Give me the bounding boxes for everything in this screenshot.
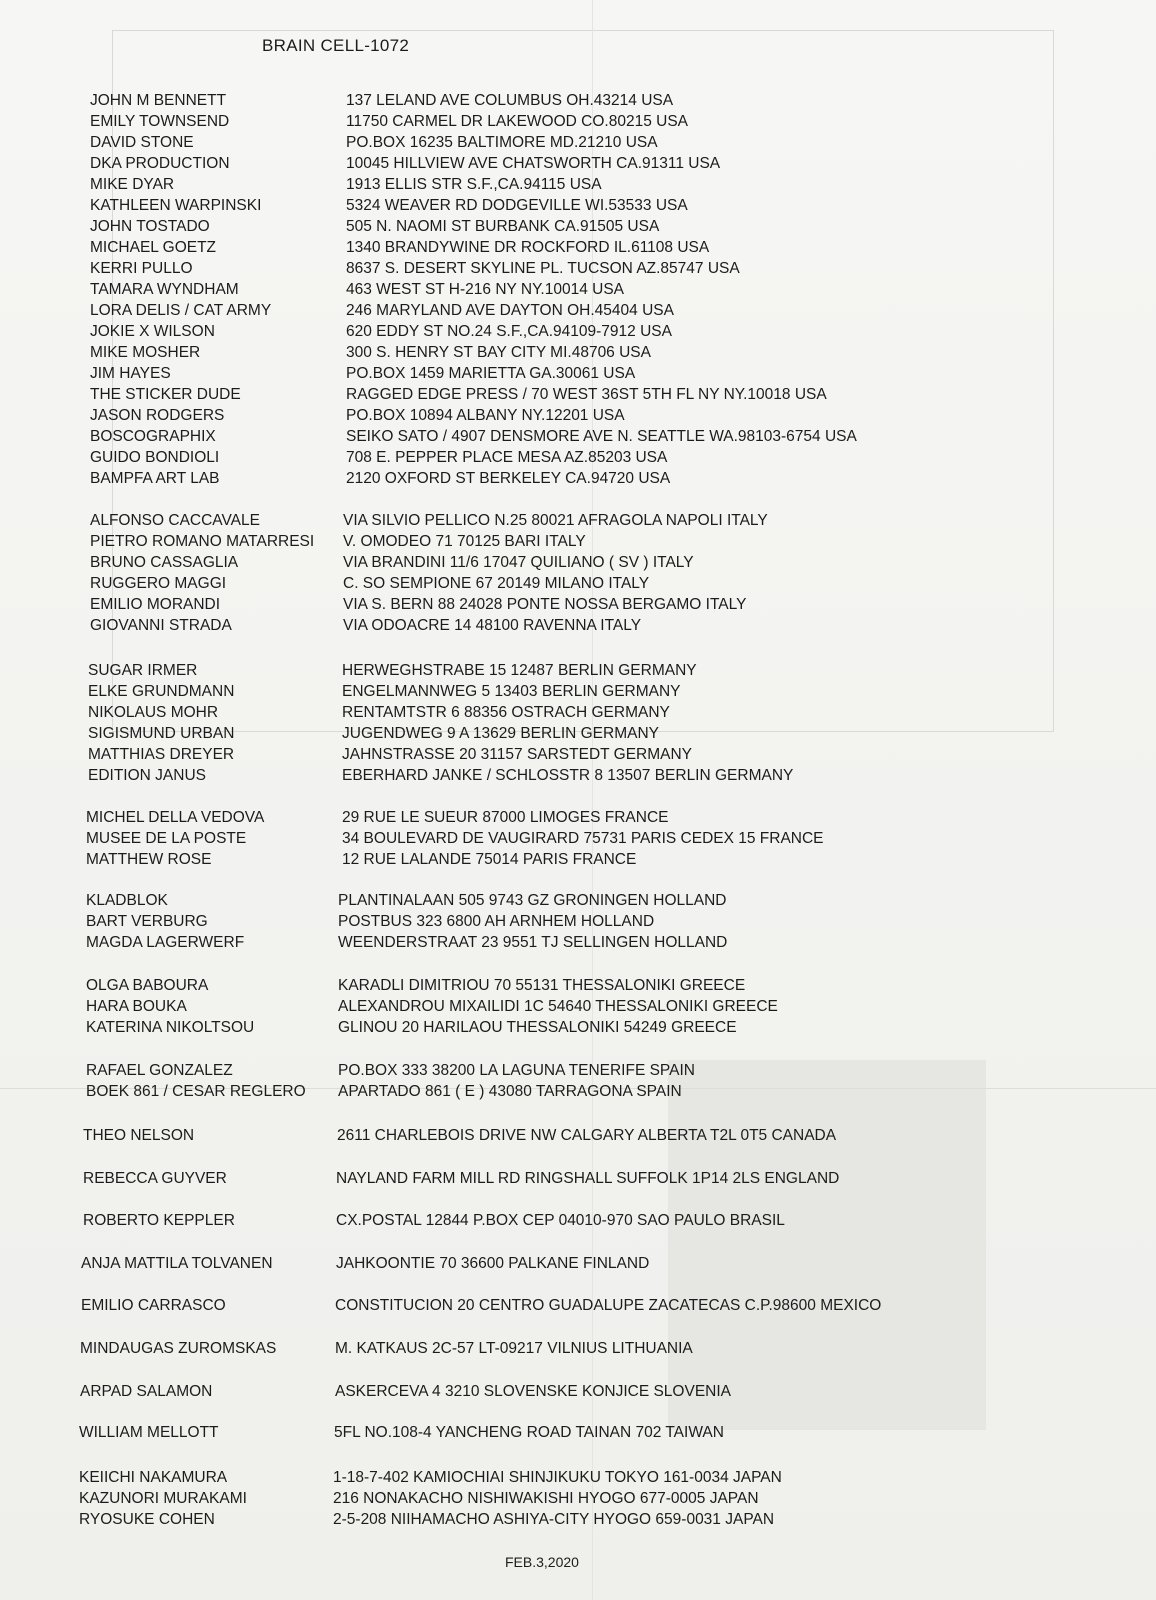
address-entry: [90, 615, 1100, 636]
entry-address: 620 EDDY ST NO.24 S.F.,CA.94109-7912 USA: [346, 323, 672, 340]
address-entry: [90, 90, 1100, 111]
entry-name: TAMARA WYNDHAM: [90, 281, 239, 298]
address-group: [90, 510, 1100, 636]
address-entry: [86, 1017, 1100, 1038]
address-entry: [81, 1295, 1100, 1316]
address-entry: [86, 996, 1100, 1017]
entry-address: PO.BOX 10894 ALBANY NY.12201 USA: [346, 407, 625, 424]
entry-name: PIETRO ROMANO MATARRESI: [90, 533, 315, 550]
address-entry: [88, 723, 1100, 744]
address-group: [81, 1253, 1100, 1274]
entry-address: VIA ODOACRE 14 48100 RAVENNA ITALY: [343, 617, 642, 634]
entry-name: MATTHIAS DREYER: [88, 746, 235, 763]
address-entry: [86, 911, 1100, 932]
entry-name: BAMPFA ART LAB: [90, 470, 220, 487]
entry-name: ANJA MATTILA TOLVANEN: [81, 1255, 273, 1272]
address-entry: [83, 1168, 1100, 1189]
entry-address: 708 E. PEPPER PLACE MESA AZ.85203 USA: [346, 449, 668, 466]
entry-address: M. KATKAUS 2C-57 LT-09217 VILNIUS LITHUANIA: [335, 1340, 693, 1357]
address-entry: [86, 828, 1100, 849]
entry-name: BOEK 861 / CESAR REGLERO: [86, 1083, 306, 1100]
entry-address: POSTBUS 323 6800 AH ARNHEM HOLLAND: [338, 913, 655, 930]
address-group: [83, 1125, 1100, 1146]
entry-name: KATERINA NIKOLTSOU: [86, 1019, 255, 1036]
entry-name: KERRI PULLO: [90, 260, 193, 277]
entry-address: 1-18-7-402 KAMIOCHIAI SHINJIKUKU TOKYO 161-0034 JAPAN: [333, 1469, 782, 1486]
entry-address: PO.BOX 16235 BALTIMORE MD.21210 USA: [346, 134, 658, 151]
address-entry: [86, 932, 1100, 953]
address-entry: [81, 1253, 1100, 1274]
entry-address: PO.BOX 333 38200 LA LAGUNA TENERIFE SPAIN: [338, 1062, 695, 1079]
entry-address: NAYLAND FARM MILL RD RINGSHALL SUFFOLK 1P14 2LS ENGLAND: [336, 1170, 840, 1187]
address-entry: [79, 1488, 1100, 1509]
entry-address: 1340 BRANDYWINE DR ROCKFORD IL.61108 USA: [346, 239, 710, 256]
entry-name: EDITION JANUS: [88, 767, 206, 784]
entry-address: VIA SILVIO PELLICO N.25 80021 AFRAGOLA NAPOLI ITALY: [343, 512, 768, 529]
entry-name: BRUNO CASSAGLIA: [90, 554, 239, 571]
entry-name: SIGISMUND URBAN: [88, 725, 235, 742]
entry-address: VIA S. BERN 88 24028 PONTE NOSSA BERGAMO ITALY: [343, 596, 747, 613]
entry-name: DAVID STONE: [90, 134, 194, 151]
address-entry: [90, 594, 1100, 615]
address-entry: [90, 321, 1100, 342]
entry-address: PLANTINALAAN 505 9743 GZ GRONINGEN HOLLAND: [338, 892, 727, 909]
address-group: [90, 90, 1100, 489]
entry-address: 2-5-208 NIIHAMACHO ASHIYA-CITY HYOGO 659-0031 JAPAN: [333, 1511, 775, 1528]
address-entry: [86, 1060, 1100, 1081]
address-entry: [90, 216, 1100, 237]
entry-name: THEO NELSON: [83, 1127, 195, 1144]
entry-name: NIKOLAUS MOHR: [88, 704, 219, 721]
entry-name: GUIDO BONDIOLI: [90, 449, 220, 466]
address-entry: [90, 405, 1100, 426]
entry-address: GLINOU 20 HARILAOU THESSALONIKI 54249 GREECE: [338, 1019, 737, 1036]
entry-address: 300 S. HENRY ST BAY CITY MI.48706 USA: [346, 344, 651, 361]
address-entry: [83, 1125, 1100, 1146]
entry-address: VIA BRANDINI 11/6 17047 QUILIANO ( SV ) ITALY: [343, 554, 694, 571]
address-entry: [90, 279, 1100, 300]
entry-address: ALEXANDROU MIXAILIDI 1C 54640 THESSALONIKI GREECE: [338, 998, 778, 1015]
entry-address: SEIKO SATO / 4907 DENSMORE AVE N. SEATTLE WA.98103-6754 USA: [346, 428, 857, 445]
address-entry: [90, 258, 1100, 279]
entry-name: EMILIO CARRASCO: [81, 1297, 226, 1314]
entry-address: WEENDERSTRAAT 23 9551 TJ SELLINGEN HOLLAND: [338, 934, 728, 951]
entry-address: RAGGED EDGE PRESS / 70 WEST 36ST 5TH FL NY NY.10018 USA: [346, 386, 827, 403]
entry-name: THE STICKER DUDE: [90, 386, 241, 403]
entry-address: 5FL NO.108-4 YANCHENG ROAD TAINAN 702 TAIWAN: [334, 1424, 724, 1441]
entry-address: 216 NONAKACHO NISHIWAKISHI HYOGO 677-0005 JAPAN: [333, 1490, 759, 1507]
document-title: BRAIN CELL-1072: [262, 36, 410, 55]
address-entry: [86, 890, 1100, 911]
entry-name: JIM HAYES: [90, 365, 171, 382]
entry-name: RYOSUKE COHEN: [79, 1511, 215, 1528]
address-entry: [79, 1467, 1100, 1488]
entry-address: JAHKOONTIE 70 36600 PALKANE FINLAND: [336, 1255, 650, 1272]
address-entry: [90, 552, 1100, 573]
address-group: [80, 1381, 1100, 1402]
entry-name: KEIICHI NAKAMURA: [79, 1469, 228, 1486]
entry-name: ELKE GRUNDMANN: [88, 683, 235, 700]
entry-name: SUGAR IRMER: [88, 662, 198, 679]
address-group: [86, 890, 1100, 953]
address-entry: [90, 132, 1100, 153]
address-entry: [88, 702, 1100, 723]
entry-address: V. OMODEO 71 70125 BARI ITALY: [343, 533, 586, 550]
address-entry: [88, 660, 1100, 681]
address-entry: [86, 975, 1100, 996]
address-entry: [90, 531, 1100, 552]
entry-address: CONSTITUCION 20 CENTRO GUADALUPE ZACATECAS C.P.98600 MEXICO: [335, 1297, 882, 1314]
entry-name: MAGDA LAGERWERF: [86, 934, 245, 951]
address-group: [86, 1060, 1100, 1102]
entry-address: 2120 OXFORD ST BERKELEY CA.94720 USA: [346, 470, 671, 487]
address-entry: [80, 1381, 1100, 1402]
entry-address: JUGENDWEG 9 A 13629 BERLIN GERMANY: [342, 725, 659, 742]
entry-name: DKA PRODUCTION: [90, 155, 230, 172]
address-entry: [86, 849, 1100, 870]
entry-address: 10045 HILLVIEW AVE CHATSWORTH CA.91311 USA: [346, 155, 721, 172]
address-entry: [86, 1081, 1100, 1102]
entry-name: KLADBLOK: [86, 892, 168, 909]
address-group: [83, 1210, 1100, 1231]
entry-address: APARTADO 861 ( E ) 43080 TARRAGONA SPAIN: [338, 1083, 682, 1100]
entry-name: ALFONSO CACCAVALE: [90, 512, 260, 529]
entry-name: RAFAEL GONZALEZ: [86, 1062, 233, 1079]
address-group: [79, 1467, 1100, 1530]
address-entry: [90, 510, 1100, 531]
address-entry: [90, 300, 1100, 321]
address-entry: [90, 237, 1100, 258]
address-entry: [88, 681, 1100, 702]
entry-name: JOHN TOSTADO: [90, 218, 210, 235]
address-entry: [88, 765, 1100, 786]
entry-address: C. SO SEMPIONE 67 20149 MILANO ITALY: [343, 575, 650, 592]
entry-address: ASKERCEVA 4 3210 SLOVENSKE KONJICE SLOVENIA: [335, 1383, 731, 1400]
entry-name: EMILIO MORANDI: [90, 596, 221, 613]
entry-address: 463 WEST ST H-216 NY NY.10014 USA: [346, 281, 625, 298]
entry-name: EMILY TOWNSEND: [90, 113, 230, 130]
address-entry: [90, 447, 1100, 468]
entry-address: CX.POSTAL 12844 P.BOX CEP 04010-970 SAO PAULO BRASIL: [336, 1212, 785, 1229]
address-entry: [90, 363, 1100, 384]
entry-address: 5324 WEAVER RD DODGEVILLE WI.53533 USA: [346, 197, 688, 214]
entry-address: HERWEGHSTRABE 15 12487 BERLIN GERMANY: [342, 662, 697, 679]
entry-name: MICHEL DELLA VEDOVA: [86, 809, 265, 826]
address-entry: [79, 1509, 1100, 1530]
address-group: [81, 1295, 1100, 1316]
entry-name: JOKIE X WILSON: [90, 323, 215, 340]
entry-address: 34 BOULEVARD DE VAUGIRARD 75731 PARIS CEDEX 15 FRANCE: [342, 830, 824, 847]
entry-name: OLGA BABOURA: [86, 977, 209, 994]
show-through-photo: [668, 1060, 986, 1430]
address-entry: [90, 573, 1100, 594]
entry-address: RENTAMTSTR 6 88356 OSTRACH GERMANY: [342, 704, 670, 721]
address-entry: [90, 153, 1100, 174]
address-entry: [90, 195, 1100, 216]
entry-name: JASON RODGERS: [90, 407, 225, 424]
entry-name: MIKE MOSHER: [90, 344, 201, 361]
entry-name: MUSEE DE LA POSTE: [86, 830, 247, 847]
entry-name: KATHLEEN WARPINSKI: [90, 197, 262, 214]
address-entry: [90, 111, 1100, 132]
entry-name: JOHN M BENNETT: [90, 92, 227, 109]
address-entry: [90, 468, 1100, 489]
address-entry: [83, 1210, 1100, 1231]
entry-address: 11750 CARMEL DR LAKEWOOD CO.80215 USA: [346, 113, 688, 130]
address-entry: [80, 1338, 1100, 1359]
entry-address: KARADLI DIMITRIOU 70 55131 THESSALONIKI GREECE: [338, 977, 746, 994]
address-entry: [90, 174, 1100, 195]
entry-address: 246 MARYLAND AVE DAYTON OH.45404 USA: [346, 302, 674, 319]
entry-address: 1913 ELLIS STR S.F.,CA.94115 USA: [346, 176, 602, 193]
entry-address: PO.BOX 1459 MARIETTA GA.30061 USA: [346, 365, 636, 382]
address-entry: [90, 426, 1100, 447]
entry-name: MINDAUGAS ZUROMSKAS: [80, 1340, 277, 1357]
entry-address: 12 RUE LALANDE 75014 PARIS FRANCE: [342, 851, 637, 868]
document-date: FEB.3,2020: [505, 1554, 579, 1570]
entry-name: RUGGERO MAGGI: [90, 575, 227, 592]
address-entry: [86, 807, 1100, 828]
entry-address: 505 N. NAOMI ST BURBANK CA.91505 USA: [346, 218, 660, 235]
address-entry: [79, 1422, 1100, 1443]
address-group: [80, 1338, 1100, 1359]
entry-name: REBECCA GUYVER: [83, 1170, 227, 1187]
entry-name: GIOVANNI STRADA: [90, 617, 232, 634]
entry-name: ROBERTO KEPPLER: [83, 1212, 235, 1229]
address-entry: [90, 384, 1100, 405]
entry-address: 8637 S. DESERT SKYLINE PL. TUCSON AZ.85747 USA: [346, 260, 740, 277]
entry-address: EBERHARD JANKE / SCHLOSSTR 8 13507 BERLIN GERMANY: [342, 767, 794, 784]
address-group: [79, 1422, 1100, 1443]
address-group: [88, 660, 1100, 786]
address-entry: [88, 744, 1100, 765]
entry-address: JAHNSTRASSE 20 31157 SARSTEDT GERMANY: [342, 746, 693, 763]
entry-address: 137 LELAND AVE COLUMBUS OH.43214 USA: [346, 92, 674, 109]
entry-name: MATTHEW ROSE: [86, 851, 212, 868]
entry-name: WILLIAM MELLOTT: [79, 1424, 219, 1441]
entry-name: BART VERBURG: [86, 913, 208, 930]
address-group: [86, 807, 1100, 870]
entry-address: 29 RUE LE SUEUR 87000 LIMOGES FRANCE: [342, 809, 669, 826]
address-group: [86, 975, 1100, 1038]
address-group: [83, 1168, 1100, 1189]
entry-address: 2611 CHARLEBOIS DRIVE NW CALGARY ALBERTA T2L 0T5 CANADA: [337, 1127, 837, 1144]
entry-name: HARA BOUKA: [86, 998, 187, 1015]
entry-address: ENGELMANNWEG 5 13403 BERLIN GERMANY: [342, 683, 681, 700]
entry-name: ARPAD SALAMON: [80, 1383, 213, 1400]
entry-name: BOSCOGRAPHIX: [90, 428, 216, 445]
address-entry: [90, 342, 1100, 363]
entry-name: KAZUNORI MURAKAMI: [79, 1490, 247, 1507]
entry-name: LORA DELIS / CAT ARMY: [90, 302, 272, 319]
entry-name: MIKE DYAR: [90, 176, 175, 193]
entry-name: MICHAEL GOETZ: [90, 239, 217, 256]
